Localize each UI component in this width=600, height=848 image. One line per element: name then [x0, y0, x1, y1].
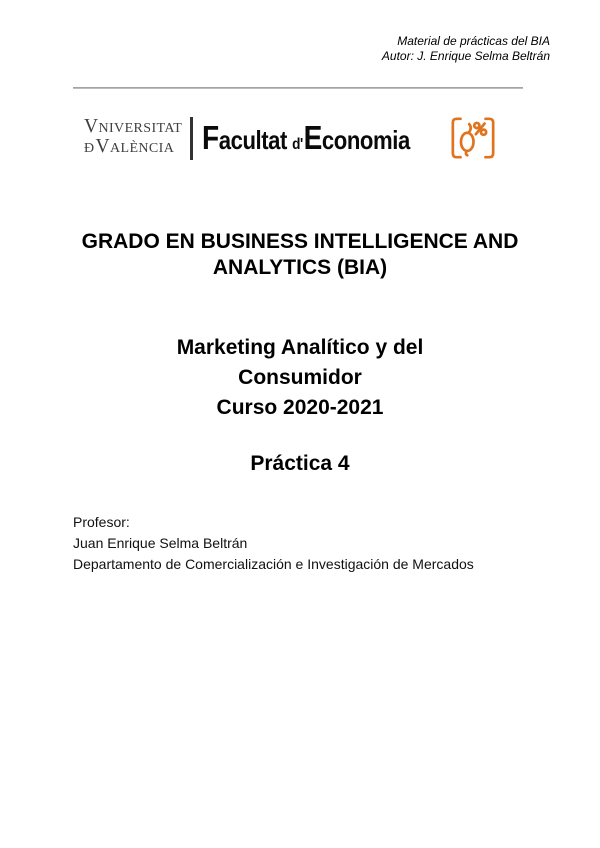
- professor-department: Departamento de Comercialización e Investigación de Mercados: [73, 556, 474, 572]
- course-title-line-2: Consumidor: [238, 366, 362, 389]
- right-bracket: [486, 119, 494, 157]
- degree-title-line-2: ANALYTICS (BIA): [212, 256, 388, 279]
- header-line-2: Autor: J. Enrique Selma Beltrán: [381, 49, 550, 63]
- university-wordmark-line-1: Vniversitat: [84, 116, 183, 137]
- universitat-valencia-wordmark: [84, 117, 182, 159]
- header-divider: [73, 87, 523, 89]
- header-line-1: Material de prácticas del BIA: [397, 34, 550, 48]
- de-abbreviation: Ð: [84, 141, 95, 156]
- professor-label: Profesor:: [73, 514, 130, 530]
- degree-title-line-1: GRADO EN BUSINESS INTELLIGENCE AND: [81, 230, 519, 253]
- practice-title: Práctica 4: [250, 452, 350, 475]
- faculty-connector: d': [291, 136, 303, 153]
- faculty-economia-logo-icon: [448, 114, 498, 162]
- zero-tail: [466, 151, 467, 155]
- page-header: [382, 34, 550, 64]
- zero-stem: [469, 124, 471, 133]
- university-wordmark-line-2: ÐValència: [84, 136, 175, 157]
- left-bracket: [453, 119, 461, 157]
- course-title: [60, 333, 540, 423]
- university-logo: [84, 111, 498, 165]
- degree-title: [60, 229, 540, 281]
- percent-dot-bottom: [481, 130, 486, 135]
- faculty-initial-f: F: [201, 119, 219, 156]
- faculty-initial-e: E: [303, 119, 322, 156]
- professor-name: Juan Enrique Selma Beltrán: [73, 535, 248, 551]
- percent-dot-top: [474, 123, 479, 128]
- course-title-line-1: Marketing Analítico y del: [176, 336, 424, 359]
- professor-block: [73, 512, 474, 575]
- logo-separator-bar: [190, 117, 193, 160]
- faculty-wordmark: Facultat d'Economia: [201, 119, 410, 156]
- course-title-line-3: Curso 2020-2021: [216, 396, 384, 419]
- zero-figure: [461, 133, 473, 151]
